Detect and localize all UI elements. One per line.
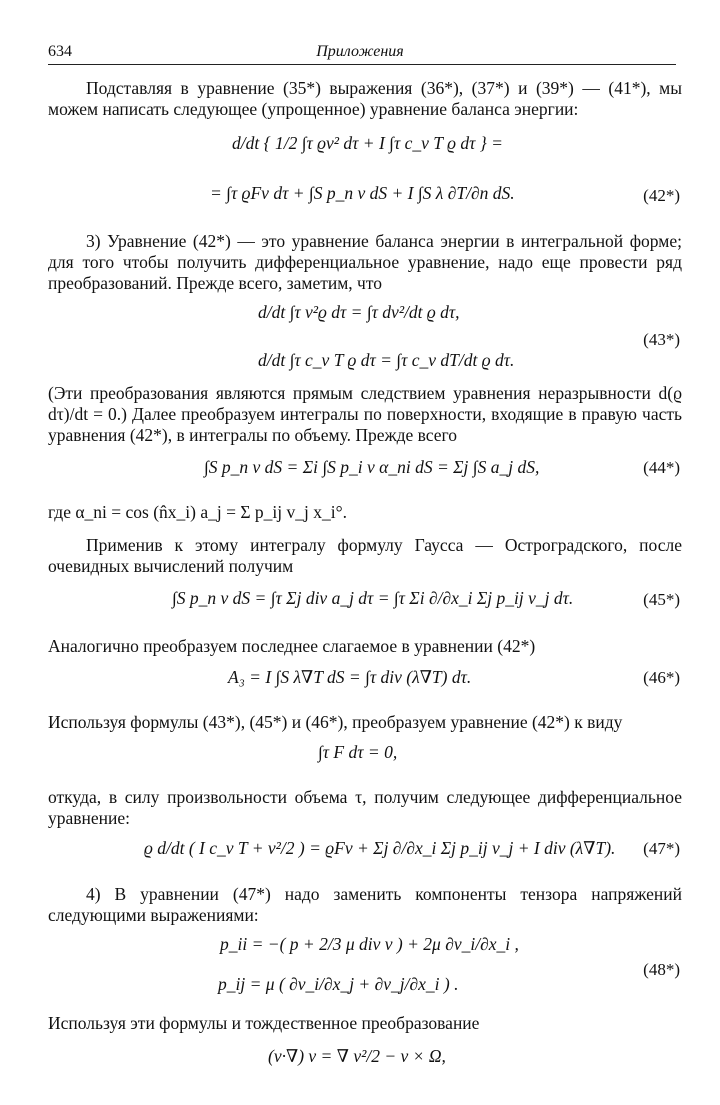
paragraph-3: (Эти преобразования являются прямым следствием уравнения неразрывности d(ϱ dτ)/dt = 0.) Далее преобразуем интегралы по поверхности, входящие в правую часть уравнения (42*), в интегралы по объему. Прежде всего — [48, 383, 682, 445]
equation-43-line-1: d/dt ∫τ v²ϱ dτ = ∫τ dv²/dt ϱ dτ, — [258, 302, 460, 322]
equation-number-42: (42*) — [643, 186, 680, 205]
equation-47: ϱ d/dt ( I c_v T + v²/2 ) = ϱFv + Σj ∂/∂x_i Σj p_ij v_j + I div (λ∇T). — [144, 838, 616, 858]
equation-number-47: (47*) — [643, 839, 680, 858]
equation-43-line-2: d/dt ∫τ c_v T ϱ dτ = ∫τ c_v dT/dt ϱ dτ. — [258, 350, 515, 370]
equation-45: ∫S p_n v dS = ∫τ Σj div a_j dτ = ∫τ Σi ∂/∂x_i Σj p_ij v_j dτ. — [172, 588, 574, 608]
equation-46: A₃ = I ∫S λ∇T dS = ∫τ div (λ∇T) dτ. — [228, 667, 472, 687]
equation-number-48: (48*) — [643, 960, 680, 979]
equation-42-line-1: d/dt { 1/2 ∫τ ϱv² dτ + I ∫τ c_v T ϱ dτ } = — [232, 133, 503, 153]
paragraph-9: 4) В уравнении (47*) надо заменить компоненты тензора напряжений следующими выражениями: — [48, 884, 682, 925]
paragraph-1: Подставляя в уравнение (35*) выражения (36*), (37*) и (39*) — (41*), мы можем написать следующее (упрощенное) уравнение баланса энергии: — [48, 78, 682, 119]
equation-vector-identity: (v·∇) v = ∇ v²/2 − v × Ω, — [268, 1046, 446, 1066]
equation-44: ∫S p_n v dS = Σi ∫S p_i v α_ni dS = Σj ∫S a_j dS, — [204, 457, 540, 477]
paragraph-4: где α_ni = cos (n̂x_i) a_j = Σ p_ij v_j x_i°. — [48, 502, 347, 522]
running-title: Приложения — [316, 43, 404, 60]
paragraph-10: Используя эти формулы и тождественное преобразование — [48, 1013, 480, 1033]
equation-number-44: (44*) — [643, 458, 680, 477]
paragraph-7: Используя формулы (43*), (45*) и (46*), преобразуем уравнение (42*) к виду — [48, 712, 623, 732]
header-rule — [48, 64, 676, 65]
equation-number-46: (46*) — [643, 668, 680, 687]
equation-48-line-2: p_ij = μ ( ∂v_i/∂x_j + ∂v_j/∂x_i ) . — [218, 974, 459, 994]
paragraph-6: Аналогично преобразуем последнее слагаемое в уравнении (42*) — [48, 636, 536, 656]
equation-integral-zero: ∫τ F dτ = 0, — [318, 742, 398, 762]
equation-48-line-1: p_ii = −( p + 2/3 μ div v ) + 2μ ∂v_i/∂x_i , — [220, 934, 519, 954]
page-number: 634 — [48, 43, 72, 60]
paragraph-2: 3) Уравнение (42*) — это уравнение баланса энергии в интегральной форме; для того чтобы получить дифференциальное уравнение, надо еще провести ряд преобразований. Прежде всего, заметим, что — [48, 231, 682, 293]
equation-42-line-2: = ∫τ ϱFv dτ + ∫S p_n v dS + I ∫S λ ∂T/∂n dS. — [210, 183, 515, 203]
equation-number-45: (45*) — [643, 590, 680, 609]
equation-number-43: (43*) — [643, 330, 680, 349]
paragraph-8: откуда, в силу произвольности объема τ, получим следующее дифференциальное уравнение: — [48, 787, 682, 828]
page-header — [48, 43, 672, 65]
paragraph-5: Применив к этому интегралу формулу Гаусса — Остроградского, после очевидных вычислений получим — [48, 535, 682, 576]
